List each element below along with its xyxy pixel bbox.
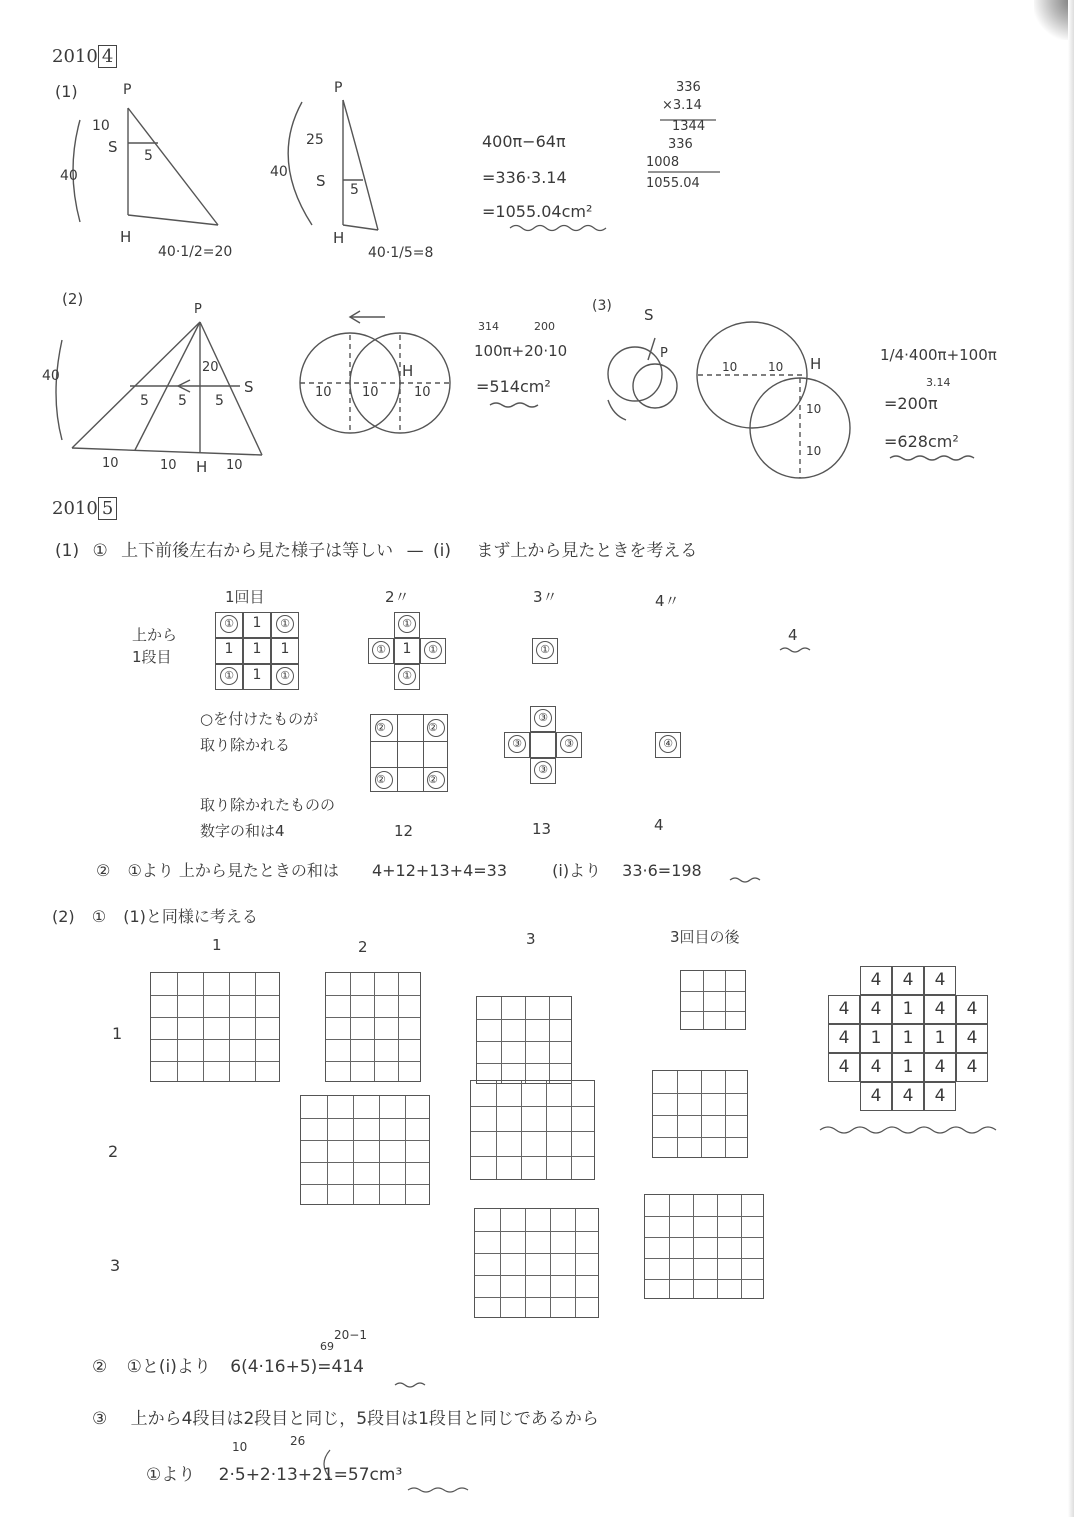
p2-col-2: 2 — [358, 938, 368, 956]
small-circle-1 — [608, 347, 662, 401]
grid-5x5-a — [150, 972, 280, 1082]
wavy-57 — [408, 1488, 468, 1492]
big-five-c: 5 — [215, 393, 224, 409]
corner-bl: ② — [375, 771, 393, 789]
tri2-calc: 40·1/5=8 — [368, 245, 434, 261]
sec5-number: 5 — [98, 497, 117, 520]
s-line — [648, 338, 655, 360]
sec5-p1-label: (1) — [55, 541, 80, 561]
cross3-left — [504, 732, 530, 758]
turn-arrow — [608, 400, 626, 420]
p1-label: (1) — [55, 82, 78, 101]
final-cell: 4 — [860, 1053, 892, 1082]
circ3-c: 10 — [806, 402, 822, 416]
tri1-h: H — [120, 228, 132, 246]
p3-label: (3) — [592, 298, 612, 314]
p2-col-4: 3回目の後 — [670, 928, 740, 946]
tri2-five: 5 — [350, 182, 359, 198]
cross3-bottom — [530, 758, 556, 784]
tri1-base — [128, 215, 218, 225]
grid1-cell — [243, 638, 271, 664]
grid1-cell-val: 1 — [252, 641, 262, 657]
big-h: H — [196, 458, 208, 476]
corner-tr: ② — [427, 719, 445, 737]
final-cell: 4 — [892, 1082, 924, 1111]
circ2-b: 10 — [362, 385, 379, 400]
cross2-right-val: ① — [424, 641, 442, 659]
cross2-bottom-val: ① — [398, 667, 416, 685]
tri2-s: S — [316, 172, 326, 190]
grid-5x5-b — [325, 972, 421, 1082]
p1-work-l2: =336·3.14 — [482, 168, 567, 187]
big-brace — [56, 340, 62, 440]
p2-note2: 69 — [320, 1340, 334, 1353]
single-4 — [655, 732, 681, 758]
tri2-forty: 40 — [270, 164, 288, 180]
grid1-cell-val: 1 — [252, 667, 262, 683]
p1-c2-ref: (i)より — [552, 861, 602, 880]
sec5-p1-line — [55, 536, 697, 561]
p2-row-3: 3 — [110, 1256, 121, 1275]
p1-work-l3: =1055.04cm² — [482, 202, 593, 221]
mult-r4: 336 — [668, 137, 693, 152]
big-ten-f: 10 — [226, 458, 243, 473]
p2-c3-line — [92, 1404, 599, 1429]
row-label-1: 上から 1段目 — [132, 626, 178, 666]
final-grid — [828, 966, 988, 1114]
p2-c3-eq-line — [146, 1460, 402, 1485]
p2-col-1: 1 — [212, 936, 222, 954]
p2-c3-eq: 2·5+2·13+21=57cm³ — [218, 1465, 403, 1485]
p2-line — [52, 904, 258, 927]
grid1-cell — [271, 638, 299, 664]
tri1-ten: 10 — [92, 118, 110, 134]
p3-s: S — [644, 306, 654, 324]
final-cell: 4 — [924, 1082, 956, 1111]
tri2-h: H — [333, 229, 345, 247]
sec5-p1-ref: (i) — [432, 541, 451, 561]
final-cell: 4 — [956, 1053, 988, 1082]
big-forty: 40 — [42, 368, 60, 384]
wavy-414 — [395, 1383, 425, 1387]
tri1-p: P — [123, 82, 132, 98]
circ2-c: 10 — [414, 385, 431, 400]
big-p: P — [194, 302, 202, 317]
single-3 — [532, 638, 558, 664]
p2-c2-text: ①と(i)より — [126, 1357, 211, 1377]
sec5-p2-stmt: (1)と同様に考える — [123, 907, 258, 926]
big-base — [72, 448, 262, 455]
tri1-hyp — [128, 108, 218, 225]
col-4: 4〃 — [655, 592, 680, 610]
grid1-cell-val: ① — [276, 667, 294, 685]
cross2-center-val: 1 — [402, 641, 412, 657]
cross2-top — [394, 612, 420, 638]
p2-n2: 200 — [534, 320, 555, 333]
grid1-cell-val: 1 — [252, 615, 262, 631]
tri2-hyp — [343, 100, 378, 230]
final-cell: 1 — [892, 995, 924, 1024]
cross3-right — [556, 732, 582, 758]
grid-plus-a — [476, 996, 572, 1084]
p2-row-1: 1 — [112, 1024, 123, 1043]
big-ten-d: 10 — [102, 456, 119, 471]
cross3-center — [530, 732, 556, 758]
cross3-right-val: ③ — [560, 735, 578, 753]
wavy-2 — [490, 403, 538, 407]
cross2-left-val: ① — [372, 641, 390, 659]
p1-c2-text: ①より 上から見たときの和は — [127, 861, 339, 880]
p2-c2: ② — [92, 1357, 108, 1377]
triangle-2 — [288, 100, 378, 230]
final-cell: 4 — [860, 995, 892, 1024]
p2-n1: 314 — [478, 320, 499, 333]
sec5-p1-c1: ① — [92, 541, 108, 561]
final-cell: 1 — [892, 1024, 924, 1053]
p2-row-2: 2 — [108, 1142, 119, 1161]
final-cell: 4 — [924, 1053, 956, 1082]
cross2-right — [420, 638, 446, 664]
grid-3x3 — [215, 612, 299, 690]
final-cell: 4 — [828, 1024, 860, 1053]
final-cell: 4 — [956, 1024, 988, 1053]
p1-c2-res: 33·6=198 — [622, 861, 702, 880]
p2-c2-line — [92, 1352, 364, 1377]
corner-br: ② — [427, 771, 445, 789]
tri1-calc: 40·1/2=20 — [158, 244, 233, 260]
grid1-cell — [243, 612, 271, 638]
mult-r6: 1055.04 — [646, 176, 700, 191]
big-s: S — [244, 378, 254, 396]
triangle-big — [56, 322, 262, 455]
single-4-val: ④ — [659, 735, 677, 753]
tri1-s: S — [108, 138, 118, 156]
cross2-center — [394, 638, 420, 664]
p1-c2: ② — [96, 861, 111, 880]
final-cell: 4 — [828, 1053, 860, 1082]
sec5-p1-dash: — — [406, 541, 424, 561]
grid1-cell — [215, 638, 243, 664]
big-five-b: 5 — [178, 393, 187, 409]
grid-5x5-c — [300, 1095, 430, 1205]
p2-c3: ③ — [92, 1409, 108, 1429]
sum-4: 4 — [654, 816, 664, 834]
tri2-p: P — [334, 80, 343, 96]
cross3-top-val: ③ — [534, 709, 552, 727]
two-circles — [300, 311, 538, 433]
p1-work-l1: 400π−64π — [482, 132, 566, 151]
big-five-a: 5 — [140, 393, 149, 409]
grid-cross-4 — [652, 1070, 748, 1158]
final-cell: 4 — [860, 1082, 892, 1111]
p3-work-l1: 1/4·400π+100π — [880, 346, 997, 364]
grid-plus-b — [470, 1080, 595, 1180]
wavy-198 — [730, 878, 760, 882]
col-3: 3〃 — [533, 588, 558, 606]
sec4-year: 2010 — [52, 46, 98, 67]
circ2-h: H — [402, 362, 414, 380]
tri2-base — [343, 225, 378, 230]
corners-grid — [370, 714, 448, 792]
mult-r5: 1008 — [646, 155, 680, 170]
p3-work-l2: =200π — [884, 394, 938, 413]
p2-n10: 10 — [232, 1440, 248, 1454]
p2-col-3: 3 — [526, 930, 536, 948]
sum-13: 13 — [532, 820, 552, 838]
tri1-forty: 40 — [60, 168, 78, 184]
sec5-p1-stmt2: まず上から見たときを考える — [476, 541, 698, 561]
grid1-cell — [243, 664, 271, 690]
p1-c2-eq: 4+12+13+4=33 — [371, 861, 508, 880]
circ3-b: 10 — [768, 360, 784, 374]
cross3-bottom-val: ③ — [534, 761, 552, 779]
grid-5x5-e — [644, 1194, 764, 1299]
grid1-cell-val: 1 — [224, 641, 234, 657]
circ2-a: 10 — [315, 385, 332, 400]
sec5-year: 2010 — [52, 498, 98, 519]
cross2-bottom — [394, 664, 420, 690]
small-circle-2 — [633, 364, 677, 408]
p2-c2-eq: 6(4·16+5)=414 — [230, 1357, 364, 1377]
wavy-1 — [510, 226, 606, 231]
p2-n26: 26 — [290, 1434, 306, 1448]
big-twenty: 20 — [202, 360, 219, 375]
final-cell: 4 — [956, 995, 988, 1024]
cross2-left — [368, 638, 394, 664]
circ3-a: 10 — [722, 360, 738, 374]
col-1: 1回目 — [225, 588, 265, 606]
p2-note: 20−1 — [334, 1328, 367, 1342]
cross2-top-val: ① — [398, 615, 416, 633]
p2-work-l2: =514cm² — [476, 377, 551, 396]
cross-3 — [504, 706, 582, 784]
big-ten-e: 10 — [160, 458, 177, 473]
final-cell: 1 — [892, 1053, 924, 1082]
cross-2 — [368, 612, 446, 690]
ans-4: 4 — [788, 626, 798, 644]
p2-c3-text: 上から4段目は2段目と同じ，5段目は1段目と同じであるから — [130, 1409, 599, 1429]
p2-label: (2) — [62, 290, 84, 308]
row-label-2: ○を付けたものが 取り除かれる — [200, 710, 319, 754]
sec5-p1-stmt: 上下前後左右から見た様子は等しい — [121, 541, 394, 561]
single-3-val: ① — [536, 641, 554, 659]
circ3-h: H — [810, 355, 822, 373]
mult-r1: 336 — [676, 80, 701, 95]
grid1-cell-val: 1 — [280, 641, 290, 657]
row-label-3: 取り除かれたものの 数字の和は4 — [200, 796, 336, 840]
final-cell: 4 — [924, 995, 956, 1024]
final-cell: 4 — [860, 966, 892, 995]
wavy-ans4 — [780, 648, 810, 652]
p2-work-l1: 100π+20·10 — [474, 342, 568, 360]
sec5-header — [52, 498, 117, 519]
grid1-cell — [271, 664, 299, 690]
p1-c2-line — [96, 858, 702, 881]
final-cell: 4 — [892, 966, 924, 995]
final-cell: 4 — [924, 966, 956, 995]
wavy-final — [820, 1127, 996, 1133]
sec4-number: 4 — [98, 45, 117, 68]
circ3-d: 10 — [806, 444, 822, 458]
grid1-cell — [271, 612, 299, 638]
mult-r2: ×3.14 — [662, 98, 702, 113]
tri2-brace — [288, 102, 312, 225]
p3-work-l3: =628cm² — [884, 432, 959, 451]
grid1-cell-val: ① — [276, 615, 294, 633]
mult-r3: 1344 — [672, 119, 706, 134]
tri1-five: 5 — [144, 148, 153, 164]
grid1-cell — [215, 612, 243, 638]
cross3-top — [530, 706, 556, 732]
tri2-tf: 25 — [306, 132, 324, 148]
cross3-left-val: ③ — [508, 735, 526, 753]
grid1-cell-val: ① — [220, 667, 238, 685]
grid1-cell — [215, 664, 243, 690]
sec5-p2-label: (2) — [52, 907, 75, 926]
p3-p: P — [660, 346, 668, 361]
grid-5x5-d — [474, 1208, 599, 1318]
col-2: 2〃 — [385, 588, 410, 606]
wavy-3 — [890, 456, 974, 460]
p2-c3-ref: ①より — [146, 1465, 196, 1485]
corner-tl: ② — [375, 719, 393, 737]
p3-work-n: 3.14 — [926, 376, 951, 389]
final-cell: 1 — [860, 1024, 892, 1053]
sum-12: 12 — [394, 822, 414, 840]
grid-cross-small — [680, 970, 746, 1030]
grid1-cell-val: ① — [220, 615, 238, 633]
sec5-p2-c1: ① — [91, 907, 107, 926]
final-cell: 4 — [828, 995, 860, 1024]
final-cell: 1 — [924, 1024, 956, 1053]
